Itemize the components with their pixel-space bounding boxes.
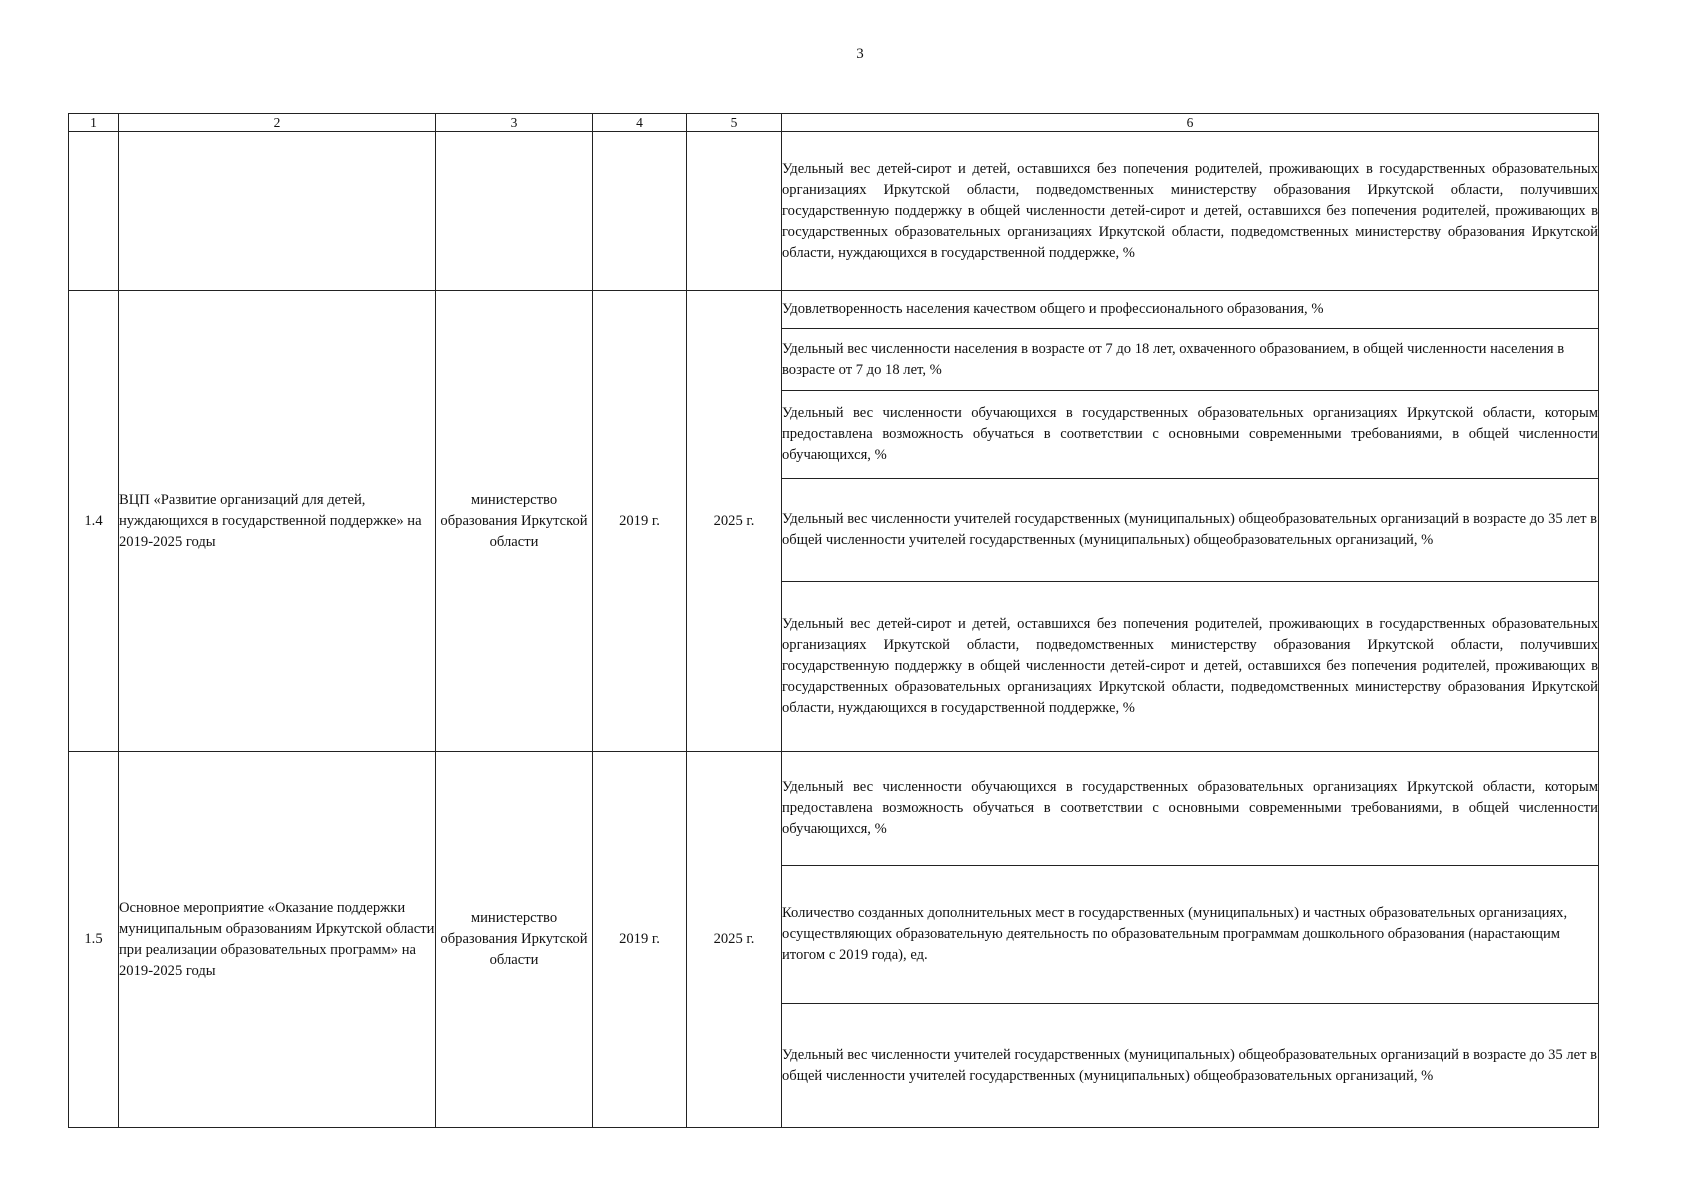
program-name: ВЦП «Развитие организаций для детей, нуждающихся в государственной поддержке» на 2019-2025 годы (119, 291, 436, 752)
page-number: 3 (856, 46, 864, 62)
table-row (69, 752, 1599, 866)
header-row (69, 114, 1599, 132)
table-row (69, 291, 1599, 329)
end-year (687, 132, 782, 291)
indicator-cell: Удельный вес численности обучающихся в государственных образовательных организациях Иркутской области, которым предоставлена возможность обучаться в соответствии с основными современными требованиями, в общей численности обучающихся, % (782, 752, 1599, 866)
program-name (119, 132, 436, 291)
header-cell: 5 (687, 114, 782, 132)
start-year (593, 132, 687, 291)
responsible-executor: министерство образования Иркутской области (436, 291, 593, 752)
program-name: Основное мероприятие «Оказание поддержки муниципальным образованиям Иркутской области при реализации образовательных программ» на 2019-2025 годы (119, 752, 436, 1128)
indicator-cell: Удельный вес численности учителей государственных (муниципальных) общеобразовательных организаций в возрасте до 35 лет в общей численности учителей государственных (муниципальных) общеобразовательных организаций, % (782, 479, 1599, 582)
header-cell: 6 (782, 114, 1599, 132)
program-table (68, 113, 1599, 1128)
header-cell: 4 (593, 114, 687, 132)
indicator-cell: Удовлетворенность населения качеством общего и профессионального образования, % (782, 291, 1599, 329)
indicator-cell: Удельный вес численности населения в возрасте от 7 до 18 лет, охваченного образованием, в общей численности населения в возрасте от 7 до 18 лет, % (782, 329, 1599, 391)
start-year: 2019 г. (593, 752, 687, 1128)
indicator-cell: Удельный вес численности обучающихся в государственных образовательных организациях Иркутской области, которым предоставлена возможность обучаться в соответствии с основными современными требованиями, в общей численности обучающихся, % (782, 391, 1599, 479)
row-number: 1.5 (69, 752, 119, 1128)
responsible-executor (436, 132, 593, 291)
end-year: 2025 г. (687, 291, 782, 752)
start-year: 2019 г. (593, 291, 687, 752)
responsible-executor: министерство образования Иркутской области (436, 752, 593, 1128)
row-number: 1.4 (69, 291, 119, 752)
row-number (69, 132, 119, 291)
end-year: 2025 г. (687, 752, 782, 1128)
indicator-cell: Удельный вес численности учителей государственных (муниципальных) общеобразовательных организаций в возрасте до 35 лет в общей численности учителей государственных (муниципальных) общеобразовательных организаций, % (782, 1004, 1599, 1128)
indicator-cell: Удельный вес детей-сирот и детей, оставшихся без попечения родителей, проживающих в государственных образовательных организациях Иркутской области, подведомственных министерству образования Иркутской области, получивших государственную поддержку в общей численности детей-сирот и детей, оставшихся без попечения родителей, проживающих в государственных образовательных организациях Иркутской области, подведомственных министерству образования Иркутской области, нуждающихся в государственной поддержке, % (782, 132, 1599, 291)
header-cell: 2 (119, 114, 436, 132)
header-cell: 3 (436, 114, 593, 132)
indicator-cell: Количество созданных дополнительных мест в государственных (муниципальных) и частных образовательных организациях, осуществляющих образовательную деятельность по образовательным программам дошкольного образования (нарастающим итогом с 2019 года), ед. (782, 866, 1599, 1004)
indicator-cell: Удельный вес детей-сирот и детей, оставшихся без попечения родителей, проживающих в государственных образовательных организациях Иркутской области, подведомственных министерству образования Иркутской области, получивших государственную поддержку в общей численности детей-сирот и детей, оставшихся без попечения родителей, проживающих в государственных образовательных организациях Иркутской области, подведомственных министерству образования Иркутской области, нуждающихся в государственной поддержке, % (782, 582, 1599, 752)
table-row (69, 132, 1599, 291)
header-cell: 1 (69, 114, 119, 132)
